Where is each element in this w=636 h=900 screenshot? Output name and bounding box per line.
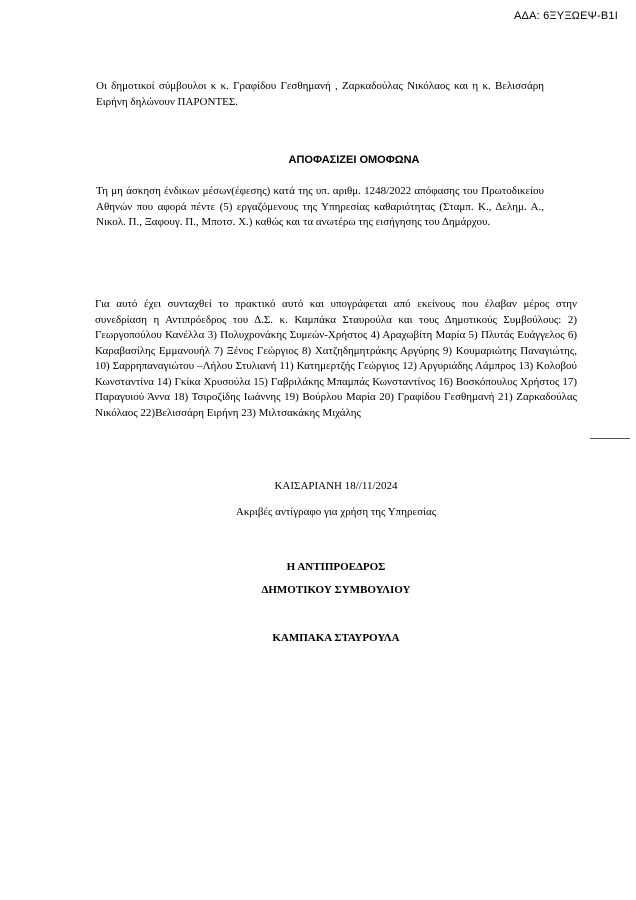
ruling-paragraph: Τη μη άσκηση ένδικων μέσων(έφεσης) κατά της υπ. αριθμ. 1248/2022 απόφασης του Πρωτοδικείου Αθηνών που αφορά πέντε (5) εργαζόμενους της Υπηρεσίας καθαριότητας (Σταμπ. Κ., Δελημ. Α., Νικολ. Π., Ξαφουγ. Π., Μποτσ. Χ.) καθώς και τα ανωτέρω της εισήγησης του Δημάρχου. bbox=[96, 185, 544, 228]
minutes-signatories-paragraph: Για αυτό έχει συνταχθεί το πρακτικό αυτό και υπογράφεται από εκείνους που έλαβαν μέρος στην συνεδρίαση η Αντιπρόεδρος του Δ.Σ. κ. Καμπάκα Σταυρούλα και τους Δημοτικούς Συμβούλους: 2) Γεωργοπούλου Κανέλλα 3) Πολυχρονάκης Συμεών-Χρήστος 4) Αραχωβίτη Μαρία 5) Πλυτάς Ευάγγελος 6) Καραβασίλης Εμμανουήλ 7) Ξένος Γεώργιος 8) Χατζηδημητράκης Αργύρης 9) Κουμαριώτης Παναγιώτης, 10) Σαρρηπαναγιώτου –Λήλου Στυλιανή 11) Κατημερτζής Γεώργιος 12) Αργυριάδης Λάμπρος 13) Κολοβού Κωνσταντίνα 14) Γκίκα Χρυσούλα 15) Γαβριλάκης Μπαμπάς Κωνσταντίνος 16) Βοσκόπουλος Χρήστος 17) Παραγυιού Άννα 18) Τσιροζίδης Ιωάννης 19) Βούρλου Μαρία 20) Γραφίδου Γεσθημανή 21) Ζαρκαδούλας Νικόλαος 22)Βελισσάρη Ειρήνη 23) Μιλτσακάκης Μιχάλης bbox=[95, 298, 577, 419]
copy-certification-note: Ακριβές αντίγραφο για χρήση της Υπηρεσίας bbox=[235, 506, 437, 518]
signature-title-line-2: ΔΗΜΟΤΙΚΟΥ ΣΥΜΒΟΥΛΙΟΥ bbox=[261, 584, 411, 596]
present-members-paragraph: Οι δημοτικοί σύμβουλοι κ κ. Γραφίδου Γεσθημανή , Ζαρκαδούλας Νικόλαος και η κ. Βελισσάρη Ειρήνη δηλώνουν ΠΑΡΟΝΤΕΣ. bbox=[96, 80, 544, 108]
signatory-name: ΚΑΜΠΑΚΑ ΣΤΑΥΡΟΥΛΑ bbox=[272, 632, 400, 644]
ada-code: ΑΔΑ: 6ΞΥΞΩΕΨ-Β1Ι bbox=[513, 10, 618, 22]
signature-title-line-1: Η ΑΝΤΙΠΡΟΕΔΡΟΣ bbox=[286, 561, 386, 573]
place-date: ΚΑΙΣΑΡΙΑΝΗ 18//11/2024 bbox=[274, 480, 398, 492]
decision-heading: ΑΠΟΦΑΣΙΖΕΙ ΟΜΟΦΩΝΑ bbox=[288, 154, 420, 166]
margin-rule bbox=[590, 438, 630, 439]
